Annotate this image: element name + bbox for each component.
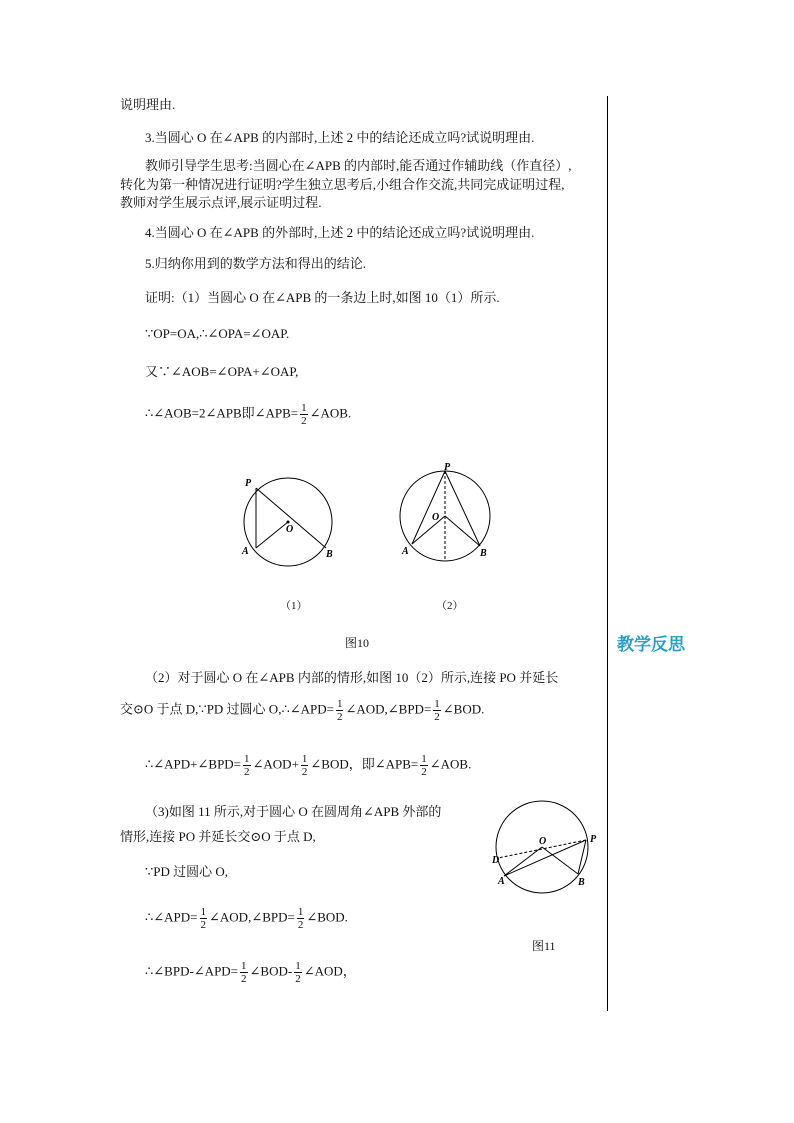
label-P: P (590, 834, 597, 845)
fraction-half: $\frac{1}{2}$ (297, 906, 304, 931)
figure-10-2-caption: （2） (436, 600, 464, 612)
label-B: B (578, 877, 585, 888)
fraction-half: $\frac{1}{2}$ (301, 753, 308, 778)
label-O: O (286, 524, 294, 535)
figure-10-2 (398, 460, 498, 580)
figure-10-1 (238, 470, 338, 590)
text-line: 证明:（1）当圆心 O 在∠APB 的一条边上时,如图 10（1）所示. (145, 290, 500, 305)
text-line: 教师引导学生思考:当圆心在∠APB 的内部时,能否通过作辅助线（作直径）, (145, 158, 572, 173)
label-A: A (498, 876, 505, 887)
column-divider (607, 96, 608, 1011)
fraction-half: $\frac{1}{2}$ (244, 753, 250, 778)
text-line: 转化为第一种情况进行证明?学生独立思考后,小组合作交流,共同完成证明过程, (120, 177, 565, 192)
figure-10-1-caption: （1） (280, 600, 308, 612)
text-line: 情形,连接 PO 并延长交⊙O 于点 D, (120, 829, 316, 844)
fraction-half: $\frac{1}{2}$ (241, 960, 247, 985)
figure-11-caption: 图11 (532, 939, 556, 953)
equation-line: 交⊙O 于点 D,∵PD 过圆心 O,∴∠APD= $\frac{1}{2}$ ∠AOD,∠BPD= $\frac{1}{2}$ ∠BOD. (120, 698, 485, 723)
label-A: A (242, 546, 249, 557)
figure-11 (490, 800, 600, 900)
text-line: ∵OP=OA,∴∠OPA=∠OAP. (145, 326, 290, 341)
text-line: 说明理由. (120, 97, 176, 112)
fraction-half: $\frac{1}{2}$ (434, 698, 440, 723)
label-O: O (432, 512, 440, 523)
text-line: 4.当圆心 O 在∠APB 的外部时,上述 2 中的结论还成立吗?试说明理由. (145, 225, 535, 240)
text-line: ∵PD 过圆心 O, (145, 864, 229, 879)
label-A: A (402, 546, 409, 557)
label-O: O (539, 836, 547, 847)
equation-line: ∴∠AOB=2∠APB即∠APB= $\frac{1}{2}$ ∠AOB. (145, 402, 352, 427)
label-B: B (326, 549, 333, 560)
teaching-reflection-title: 教学反思 (617, 635, 685, 655)
equation-line: ∴∠APD= $\frac{1}{2}$ ∠AOD,∠BPD= $\frac{1}{2}$ ∠BOD. (145, 906, 348, 931)
fraction-half: $\frac{1}{2}$ (336, 698, 343, 723)
text-line: （2）对于圆心 O 在∠APB 内部的情形,如图 10（2）所示,连接 PO 并延长 (145, 670, 559, 685)
text-line: 教师对学生展示点评,展示证明过程. (120, 195, 322, 210)
text-line: 5.归纳你用到的数学方法和得出的结论. (145, 256, 367, 271)
text-line: 3.当圆心 O 在∠APB 的内部时,上述 2 中的结论还成立吗?试说明理由. (145, 130, 535, 145)
figure-10-caption: 图10 (345, 636, 370, 650)
label-D: D (492, 855, 500, 866)
fraction-half: $\frac{1}{2}$ (421, 753, 427, 778)
equation-line: ∴∠BPD-∠APD= $\frac{1}{2}$ ∠BOD- $\frac{1}{2}$ ∠AOD， (145, 960, 356, 985)
fraction-half: $\frac{1}{2}$ (200, 906, 207, 931)
equation-line: ∴∠APD+∠BPD= $\frac{1}{2}$ ∠AOD+ $\frac{1}{2}$ ∠BOD，即∠APB= $\frac{1}{2}$ ∠AOB. (145, 753, 472, 778)
label-B: B (480, 548, 487, 559)
fraction-half: $\frac{1}{2}$ (295, 960, 301, 985)
fraction-half: $\frac{1}{2}$ (301, 402, 307, 427)
label-P: P (245, 478, 252, 489)
label-P: P (444, 462, 451, 473)
text-line: 又∵∠AOB=∠OPA+∠OAP, (145, 364, 299, 379)
text-line: （3)如图 11 所示,对于圆心 O 在圆周角∠APB 外部的 (145, 804, 442, 819)
